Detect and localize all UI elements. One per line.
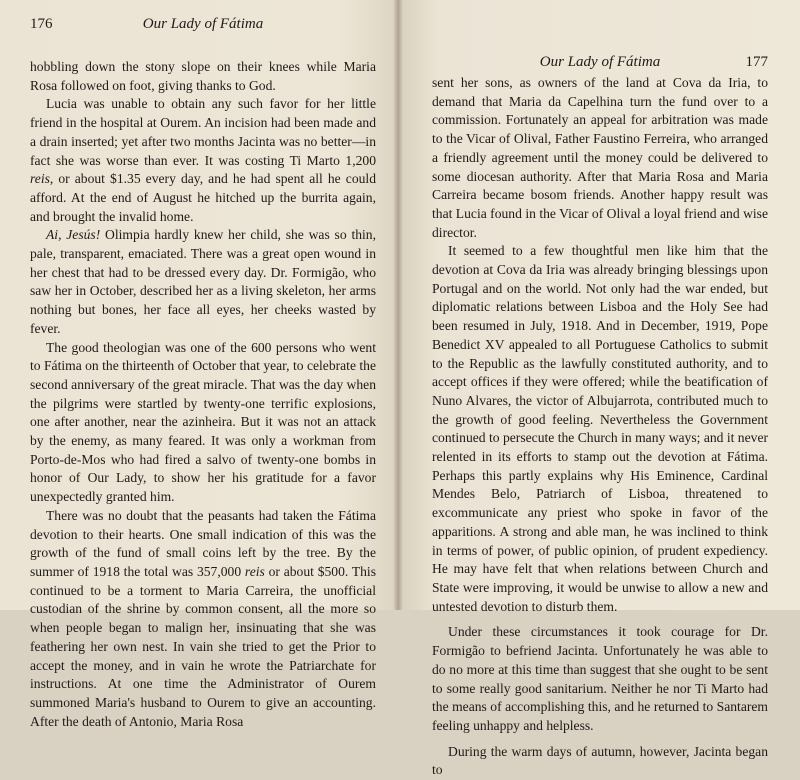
paragraph: Under these circumstances it took courage for Dr. Formigão to befriend Jacinta. Unfortunately he was able to do no more at this time than suggest that she ought to be sent to some really good sanitarium. Neither he nor Ti Marto had the means of accomplishing this, and he returned to Santarem feeling unhappy and helpless. xyxy=(432,624,768,733)
paragraph: hobbling down the stony slope on their knees while Maria Rosa followed on foot, giving thanks to God. xyxy=(30,59,376,93)
left-page xyxy=(0,0,398,729)
left-page-number: 176 xyxy=(30,16,53,32)
left-running-title: Our Lady of Fátima xyxy=(142,16,264,32)
left-running-head xyxy=(30,14,376,34)
paragraph: Ai, Jesús! Olimpia hardly knew her child, she was so thin, pale, transparent, emaciated. There was a great open wound in her chest that had to be dressed every day. Dr. Formigão, who saw her in October, described her as a living skeleton, her arms nothing but bones, her face all eyes, her cheeks wasted by fever. xyxy=(30,227,376,336)
right-running-title: Our Lady of Fátima xyxy=(539,54,661,70)
left-page-text xyxy=(30,58,376,731)
paragraph: During the warm days of autumn, however, Jacinta began to xyxy=(432,743,768,778)
right-page-text xyxy=(432,74,768,780)
right-running-head xyxy=(432,52,768,72)
paragraph: sent her sons, as owners of the land at Cova da Iria, to demand that Maria da Capelhina turn the fund over to a commission. Fortunately an appeal for arbitration was made to the Vicar of Olival, Father Faustino Ferreira, who arranged a friendly agreement until the money could be delivered to some diocesan authority. After that Maria Rosa and Maria Carreira became bosom friends. Another happy result was that Lucia found in the Vicar of Olival a loyal friend and wise director. xyxy=(432,75,768,240)
paragraph: The good theologian was one of the 600 persons who went to Fátima on the thirteenth of October that year, to celebrate the second anniversary of the great miracle. That was the day when the pilgrims were startled by twenty-one terrific explosions, one after another, near the azinheira. But it was not an attack by the enemy, as many feared. It was only a workman from Porto-de-Mos who had fired a salvo of twenty-one bombs in honor of Our Lady, to show her his gratitude for a favor unexpectedly granted him. xyxy=(30,339,376,505)
right-page-number: 177 xyxy=(745,54,768,70)
paragraph: There was no doubt that the peasants had taken the Fátima devotion to their hearts. One small indication of this was the growth of the fund of small coins left by the tree. By the summer of 1918 the total was 357,000 reis or about $500. This continued to be a torment to Maria Carreira, the unofficial custodian of the shrine by common consent, all the more so when people began to malign her, insinuating that she was feathering her own nest. In vain she tried to get the Prior to accept the money, and in vain he wrote the Patriarchate for instructions. At one time the Administrator of Ourem summoned Maria's husband to Ourem to give an accounting. After the death of Antonio, Maria Rosa xyxy=(30,507,376,729)
paragraph: It seemed to a few thoughtful men like him that the devotion at Cova da Iria was already bringing blessings upon Portugal and on the world. Not only had the war ended, but diplomatic relations between Lisboa and the Holy See had been resumed in July, 1918. And in December, 1919, Pope Benedict XV appealed to all Portuguese Catholics to submit to the Republic as the lawfully constituted authority, and to accept offices if they were offered; while the beatification of Nuno Alvares, the victor of Albujarrota, contributed much to the growth of good feeling. Nevertheless the Government continued to persecute the Church in many ways; and it never relented in its efforts to stamp out the devotion at Fátima. Perhaps this partly explains why His Eminence, Cardinal Mendes Belo, Patriarch of Lisboa, threatened to excommunicate any priest who spoke in favor of the apparitions. A strong and able man, he was inclined to think in terms of power, of public opinion, of prudent expediency. He may have felt that when relations between Church and State were improving, it would be unwise to allow a new and untested devotion to disturb them. xyxy=(432,243,768,614)
right-page xyxy=(398,0,800,778)
paragraph: Lucia was unable to obtain any such favor for her little friend in the hospital at Ourem. An incision had been made and a drain inserted; yet after two months Jacinta was no better—in fact she was worse than ever. It was costing Ti Marto 1,200 reis, or about $1.35 every day, and he had spent all he could afford. At the end of August he hitched up the burrita again, and brought the invalid home. xyxy=(30,96,376,224)
book-gutter xyxy=(393,0,403,610)
